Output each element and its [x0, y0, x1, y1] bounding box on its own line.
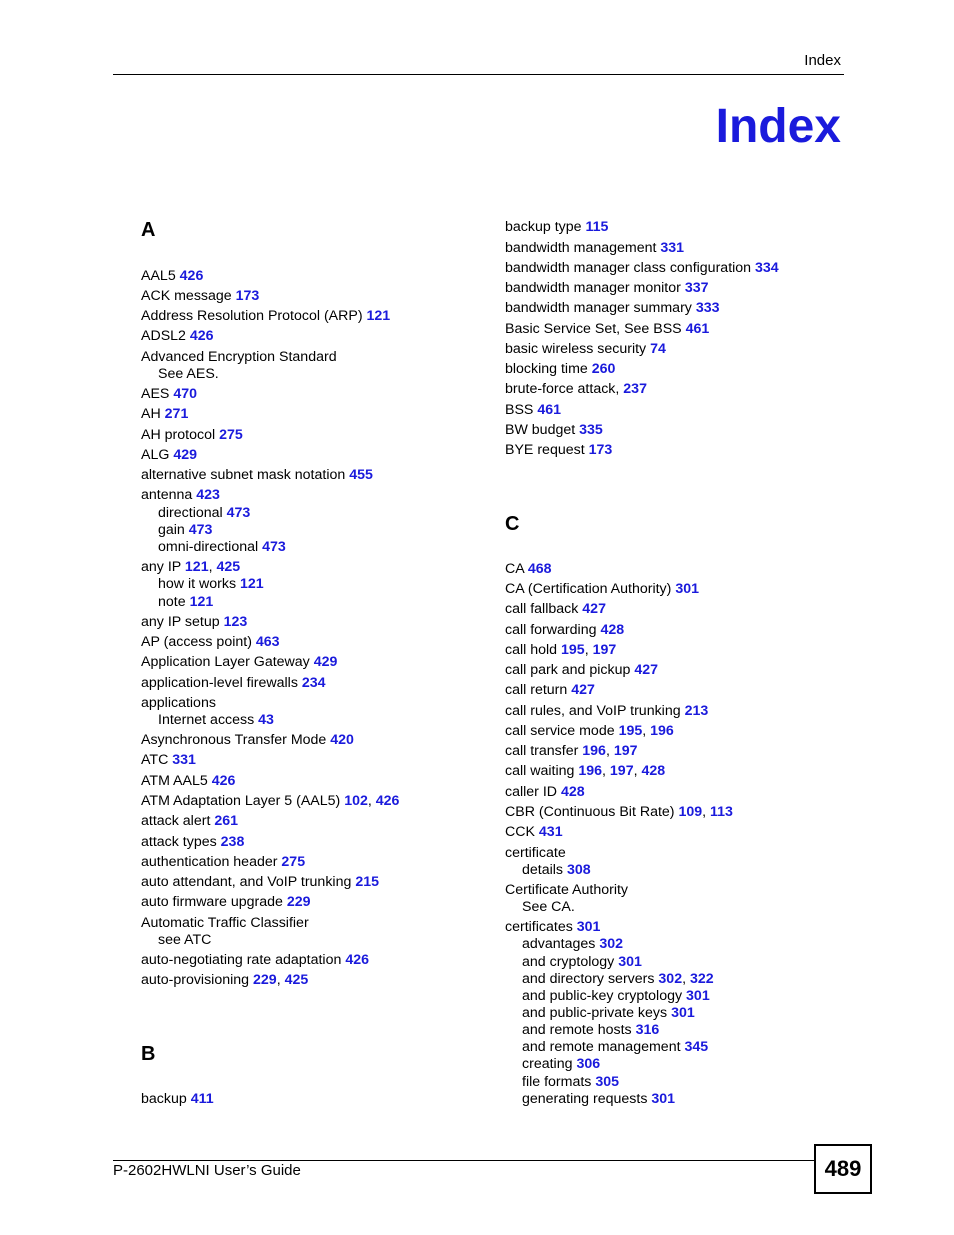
index-entry: auto-provisioning 229, 425	[141, 972, 309, 988]
page-reference-link[interactable]: 426	[179, 268, 204, 284]
index-term: AES	[141, 386, 170, 402]
page-reference-link[interactable]: 427	[634, 662, 659, 678]
index-term: auto-negotiating rate adaptation	[141, 952, 342, 968]
index-term: ATC	[141, 752, 169, 768]
index-entry	[505, 662, 658, 679]
index-entry	[141, 915, 309, 932]
page-reference-link[interactable]: 215	[355, 874, 379, 890]
index-subentry	[522, 1091, 675, 1108]
index-term: alternative subnet mask notation	[141, 467, 346, 483]
page-reference-link[interactable]: 123	[223, 614, 248, 630]
page-number-box	[814, 1144, 872, 1194]
index-term: brute-force attack,	[505, 381, 620, 397]
index-entry: call transfer 196, 197	[505, 743, 638, 759]
page-reference-link[interactable]: 113	[710, 804, 733, 820]
index-term: bandwidth manager class configuration	[505, 260, 752, 276]
page-reference-link[interactable]: 237	[623, 381, 647, 397]
page-reference-link[interactable]: 213	[684, 703, 709, 719]
index-entry	[141, 634, 280, 651]
index-entry	[505, 882, 628, 899]
index-term: BYE request	[505, 442, 585, 458]
index-subentry	[522, 988, 710, 1005]
page-reference-link[interactable]: 468	[527, 561, 552, 577]
index-subentry	[522, 954, 642, 971]
index-entry	[505, 442, 612, 459]
index-entry	[141, 695, 216, 712]
index-entry	[141, 308, 390, 325]
page-reference-link[interactable]: 197	[592, 642, 617, 658]
footer-guide-name: P-2602HWLNI User’s Guide	[113, 1162, 301, 1179]
index-entry	[141, 467, 373, 484]
page-reference-link[interactable]: 426	[345, 952, 369, 968]
index-entry: call waiting 196, 197, 428	[505, 763, 666, 779]
index-entry	[505, 422, 603, 439]
index-term: auto firmware upgrade	[141, 894, 283, 910]
index-term: ADSL2	[141, 328, 186, 344]
index-subentry	[522, 862, 591, 879]
index-entry: call hold 195, 197	[505, 642, 617, 658]
page-reference-link[interactable]: 173	[588, 442, 613, 458]
index-term: details	[522, 862, 564, 878]
page-reference-link[interactable]: 74	[650, 341, 666, 357]
index-term: ACK message	[141, 288, 232, 304]
page-reference-link[interactable]: 473	[262, 539, 286, 555]
index-entry	[141, 952, 369, 969]
index-subentry	[522, 1022, 659, 1039]
index-entry	[141, 487, 220, 504]
page-reference-link[interactable]: 345	[684, 1039, 709, 1055]
index-term: backup	[141, 1091, 187, 1107]
index-term: call return	[505, 682, 568, 698]
page-reference-link[interactable]: 431	[538, 824, 563, 840]
index-term: call fallback	[505, 601, 579, 617]
section-letter: B	[141, 1043, 156, 1065]
index-term: See AES.	[158, 366, 219, 382]
page-reference-link[interactable]: 115	[585, 219, 609, 235]
page-reference-link[interactable]: 473	[188, 522, 213, 538]
index-entry	[505, 682, 595, 699]
index-term: AAL5	[141, 268, 176, 284]
index-term: See CA.	[522, 899, 575, 915]
page-reference-link[interactable]: 260	[591, 361, 616, 377]
index-subentry	[522, 1074, 619, 1091]
index-entry	[141, 268, 203, 285]
index-entry: any IP 121, 425	[141, 559, 241, 575]
index-term: CBR (Continuous Bit Rate)	[505, 804, 675, 820]
page-reference-link[interactable]: 261	[214, 813, 239, 829]
page-reference-link[interactable]: 306	[576, 1056, 601, 1072]
index-term: BSS	[505, 402, 534, 418]
index-term: basic wireless security	[505, 341, 647, 357]
index-subentry	[158, 505, 250, 522]
index-entry	[141, 854, 305, 871]
index-term: and cryptology	[522, 954, 615, 970]
page-reference-link[interactable]: 427	[571, 682, 595, 698]
index-term: Internet access	[158, 712, 255, 728]
page-reference-link[interactable]: 426	[211, 773, 236, 789]
page-reference-link[interactable]: 455	[349, 467, 373, 483]
page-reference-link[interactable]: 301	[618, 954, 642, 970]
index-term: AH	[141, 406, 161, 422]
section-letter: C	[505, 513, 520, 535]
index-subentry	[158, 932, 211, 949]
index-term: backup type	[505, 219, 582, 235]
page-reference-link[interactable]: 196	[582, 743, 606, 759]
index-term: certificates	[505, 919, 573, 935]
index-entry	[141, 654, 337, 671]
page-reference-link[interactable]: 425	[284, 972, 309, 988]
page-reference-link[interactable]: 121	[240, 576, 264, 592]
page-reference-link[interactable]: 429	[313, 654, 338, 670]
index-term: Advanced Encryption Standard	[141, 349, 337, 365]
index-term: call service mode	[505, 723, 615, 739]
page-reference-link[interactable]: 196	[578, 763, 603, 779]
index-term: AH protocol	[141, 427, 216, 443]
page-reference-link[interactable]: 121	[189, 594, 214, 610]
index-entry	[141, 614, 247, 631]
page-reference-link[interactable]: 426	[375, 793, 400, 809]
index-term: ALG	[141, 447, 170, 463]
page-reference-link[interactable]: 463	[255, 634, 280, 650]
page-number: 489	[824, 1156, 862, 1181]
page-reference-link[interactable]: 301	[671, 1005, 695, 1021]
section-letter: A	[141, 219, 156, 241]
index-term: authentication header	[141, 854, 278, 870]
index-term: generating requests	[522, 1091, 648, 1107]
index-term: and remote hosts	[522, 1022, 632, 1038]
index-entry	[141, 773, 235, 790]
page-reference-link[interactable]: 121	[366, 308, 391, 324]
page-reference-link[interactable]: 275	[281, 854, 306, 870]
page-reference-link[interactable]: 420	[330, 732, 354, 748]
index-entry	[505, 919, 600, 936]
index-subentry	[522, 1056, 600, 1073]
page-reference-link[interactable]: 197	[613, 743, 638, 759]
index-term: directional	[158, 505, 223, 521]
index-term: call hold	[505, 642, 558, 658]
index-term: CCK	[505, 824, 535, 840]
page-reference-link[interactable]: 331	[172, 752, 196, 768]
index-entry: call service mode 195, 196	[505, 723, 674, 739]
index-term: applications	[141, 695, 216, 711]
index-entry	[505, 240, 684, 257]
index-term: creating	[522, 1056, 573, 1072]
index-subentry: and directory servers 302, 322	[522, 971, 714, 987]
index-subentry	[158, 576, 264, 593]
index-subentry	[158, 539, 286, 556]
page-reference-link[interactable]: 121	[184, 559, 209, 575]
index-entry	[505, 361, 615, 378]
page-reference-link[interactable]: 423	[196, 487, 220, 503]
index-entry	[505, 703, 708, 720]
index-entry	[505, 622, 624, 639]
page-reference-link[interactable]: 301	[576, 919, 601, 935]
index-entry	[141, 328, 214, 345]
index-term: AP (access point)	[141, 634, 252, 650]
index-entry	[141, 752, 196, 769]
index-entry	[505, 581, 699, 598]
page-reference-link[interactable]: 316	[635, 1022, 660, 1038]
index-term: any IP	[141, 559, 181, 575]
index-term: file formats	[522, 1074, 592, 1090]
index-term: Asynchronous Transfer Mode	[141, 732, 327, 748]
index-entry	[141, 447, 197, 464]
footer-rule	[113, 1160, 814, 1161]
index-term: CA	[505, 561, 524, 577]
index-term: attack types	[141, 834, 217, 850]
index-term: bandwidth management	[505, 240, 657, 256]
index-entry	[505, 341, 666, 358]
running-header-label: Index	[804, 52, 841, 69]
page-reference-link[interactable]: 335	[579, 422, 603, 438]
index-term: Address Resolution Protocol (ARP)	[141, 308, 363, 324]
index-term: advantages	[522, 936, 596, 952]
page-reference-link[interactable]: 331	[660, 240, 685, 256]
index-term: how it works	[158, 576, 237, 592]
index-entry	[141, 732, 354, 749]
page-reference-link[interactable]: 429	[173, 447, 198, 463]
index-subentry	[158, 366, 219, 383]
index-term: Automatic Traffic Classifier	[141, 915, 309, 931]
index-entry	[505, 300, 720, 317]
index-subentry	[158, 712, 274, 729]
page-reference-link[interactable]: 322	[689, 971, 714, 987]
index-entry	[505, 321, 709, 338]
index-term: bandwidth manager summary	[505, 300, 692, 316]
index-term: call transfer	[505, 743, 579, 759]
index-entry	[141, 1091, 214, 1108]
index-term: Basic Service Set, See BSS	[505, 321, 682, 337]
index-entry	[505, 402, 561, 419]
index-term: and directory servers	[522, 971, 655, 987]
page-reference-link[interactable]: 333	[695, 300, 720, 316]
header-rule	[113, 74, 844, 75]
index-subentry	[158, 522, 212, 539]
index-term: caller ID	[505, 784, 558, 800]
page-reference-link[interactable]: 334	[755, 260, 779, 276]
index-entry	[505, 260, 779, 277]
index-subentry	[522, 1005, 695, 1022]
index-entry	[505, 381, 647, 398]
index-term: ATM Adaptation Layer 5 (AAL5)	[141, 793, 341, 809]
page-reference-link[interactable]: 302	[658, 971, 683, 987]
page-reference-link[interactable]: 195	[561, 642, 585, 658]
page-reference-link[interactable]: 428	[561, 784, 585, 800]
index-term: any IP setup	[141, 614, 220, 630]
page-reference-link[interactable]: 102	[344, 793, 368, 809]
index-entry	[141, 894, 311, 911]
page-reference-link[interactable]: 428	[600, 622, 625, 638]
page-reference-link[interactable]: 271	[164, 406, 189, 422]
index-entry	[141, 813, 238, 830]
index-entry	[141, 675, 326, 692]
index-term: omni-directional	[158, 539, 259, 555]
index-term: certificate	[505, 845, 566, 861]
index-term: CA (Certification Authority)	[505, 581, 672, 597]
index-term: auto-provisioning	[141, 972, 250, 988]
page-reference-link[interactable]: 234	[301, 675, 326, 691]
page-reference-link[interactable]: 197	[609, 763, 634, 779]
index-entry	[505, 601, 606, 618]
index-entry	[141, 874, 379, 891]
index-term: and public-key cryptology	[522, 988, 683, 1004]
index-term: Application Layer Gateway	[141, 654, 310, 670]
index-term: and remote management	[522, 1039, 681, 1055]
page-reference-link[interactable]: 305	[595, 1074, 620, 1090]
page-reference-link[interactable]: 109	[678, 804, 703, 820]
index-entry	[141, 406, 188, 423]
index-subentry	[158, 594, 213, 611]
index-term: antenna	[141, 487, 193, 503]
index-entry: CBR (Continuous Bit Rate) 109, 113	[505, 804, 733, 820]
page-reference-link[interactable]: 337	[684, 280, 709, 296]
page-reference-link[interactable]: 275	[219, 427, 243, 443]
page-reference-link[interactable]: 229	[253, 972, 277, 988]
page-reference-link[interactable]: 173	[235, 288, 260, 304]
index-entry	[141, 834, 244, 851]
index-term: attack alert	[141, 813, 211, 829]
page-reference-link[interactable]: 461	[685, 321, 710, 337]
page-reference-link[interactable]: 301	[651, 1091, 676, 1107]
index-entry	[141, 349, 337, 366]
index-entry	[505, 219, 608, 236]
index-entry	[141, 427, 243, 444]
index-term: gain	[158, 522, 185, 538]
index-subentry	[522, 1039, 708, 1056]
index-term: blocking time	[505, 361, 588, 377]
page-reference-link[interactable]: 461	[537, 402, 562, 418]
page-reference-link[interactable]: 428	[641, 763, 666, 779]
page-title: Index	[715, 100, 841, 153]
index-term: bandwidth manager monitor	[505, 280, 681, 296]
index-term: call waiting	[505, 763, 575, 779]
index-entry: ATM Adaptation Layer 5 (AAL5) 102, 426	[141, 793, 400, 809]
index-entry	[141, 288, 259, 305]
index-subentry	[522, 899, 575, 916]
page-reference-link[interactable]: 470	[173, 386, 198, 402]
index-term: note	[158, 594, 186, 610]
page-reference-link[interactable]: 473	[226, 505, 251, 521]
page-reference-link[interactable]: 301	[675, 581, 699, 597]
index-entry	[505, 784, 585, 801]
index-term: see ATC	[158, 932, 212, 948]
index-entry	[505, 280, 709, 297]
index-subentry	[522, 936, 623, 953]
page-reference-link[interactable]: 425	[216, 559, 241, 575]
index-entry	[505, 561, 552, 578]
page-reference-link[interactable]: 238	[220, 834, 245, 850]
index-term: application-level firewalls	[141, 675, 298, 691]
index-entry	[141, 386, 197, 403]
page-reference-link[interactable]: 229	[286, 894, 311, 910]
page-reference-link[interactable]: 43	[258, 712, 274, 728]
index-term: Certificate Authority	[505, 882, 629, 898]
index-term: ATM AAL5	[141, 773, 208, 789]
page-reference-link[interactable]: 426	[189, 328, 214, 344]
page-reference-link[interactable]: 427	[582, 601, 606, 617]
index-term: auto attendant, and VoIP trunking	[141, 874, 352, 890]
page-reference-link[interactable]: 308	[566, 862, 591, 878]
index-term: call park and pickup	[505, 662, 631, 678]
index-term: call forwarding	[505, 622, 597, 638]
page-reference-link[interactable]: 302	[599, 936, 623, 952]
page-reference-link[interactable]: 195	[618, 723, 643, 739]
page-reference-link[interactable]: 196	[650, 723, 674, 739]
index-term: BW budget	[505, 422, 576, 438]
page-reference-link[interactable]: 411	[190, 1091, 214, 1107]
page-reference-link[interactable]: 301	[686, 988, 710, 1004]
index-term: and public-private keys	[522, 1005, 668, 1021]
index-entry	[505, 845, 566, 862]
index-entry	[505, 824, 563, 841]
index-term: call rules, and VoIP trunking	[505, 703, 681, 719]
